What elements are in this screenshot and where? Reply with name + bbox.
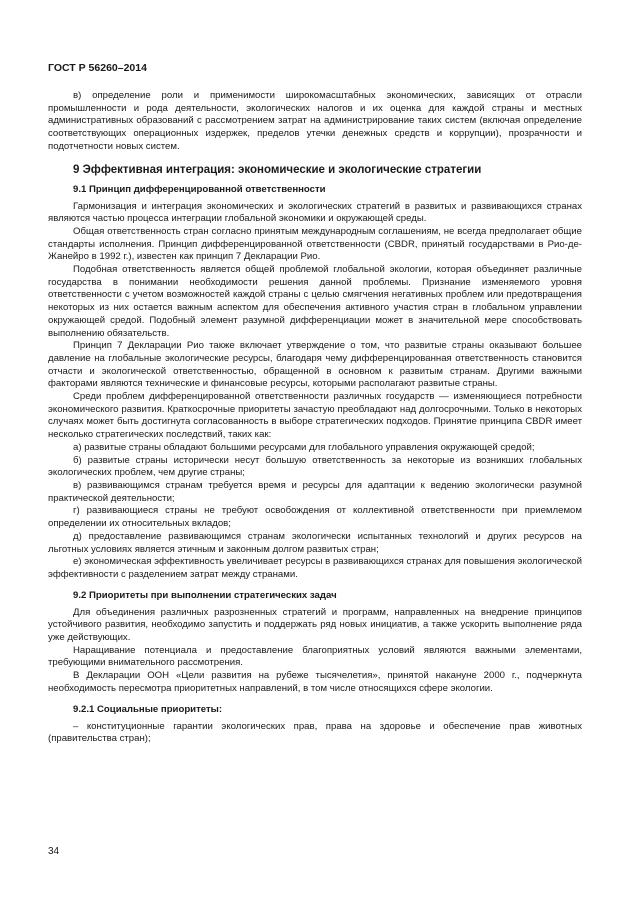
list-item: – конституционные гарантии экологических прав, права на здоровье и обеспечение прав животных (правительства стран); bbox=[48, 720, 582, 745]
page-body bbox=[48, 90, 582, 746]
section-9-title: 9 Эффективная интеграция: экономические и экологические стратегии bbox=[73, 163, 482, 176]
page-number: 34 bbox=[48, 846, 60, 857]
section-9-1-title: 9.1 Принцип дифференцированной ответственности bbox=[73, 183, 326, 195]
intro-paragraph: в) определение роли и применимости широкомасштабных экономических, зависящих от отрасли промышленности и рода деятельности, экологических налогов и их оценка для каждой страны и местных административных образований с рассмотрением затрат на администрирование таких систем (включая определение соответствующих операционных издержек, пределов утечки денежных средств и коррупции), прозрачности и подотчетности новых систем. bbox=[48, 90, 582, 152]
paragraph: Для объединения различных разрозненных стратегий и программ, направленных на внедрение принципов устойчивого развития, необходимо запустить и поддержать ряд новых инициатив, а также ускорить выполнение ряда уже действующих. bbox=[48, 606, 582, 644]
paragraph: Принцип 7 Декларации Рио также включает утверждение о том, что развитые страны оказывают большее давление на глобальные экологические ресурсы, благодаря чему дифференцированная ответственность становится отчасти и экологической ответственностью, обращенной в основном к развитым странам. Другими важными факторами являются технические и финансовые ресурсы, которыми располагают развитые страны. bbox=[48, 340, 582, 390]
paragraph: Наращивание потенциала и предоставление благоприятных условий являются важными элементами, требующими внимательного рассмотрения. bbox=[48, 644, 582, 669]
list-item: в) развивающимся странам требуется время и ресурсы для адаптации к ведению экологически разумной практической деятельности; bbox=[48, 479, 582, 504]
paragraph: В Декларации ООН «Цели развития на рубеже тысячелетия», принятой накануне 2000 г., подчеркнута необходимость пересмотра приоритетных направлений, в том числе относящихся сфере экологии. bbox=[48, 670, 582, 694]
document-header: ГОСТ Р 56260–2014 bbox=[48, 62, 147, 74]
list-item: а) развитые страны обладают большими ресурсами для глобального управления окружающей средой; bbox=[73, 441, 535, 453]
section-9-2-1-title: 9.2.1 Социальные приоритеты: bbox=[73, 703, 223, 715]
section-9-2-title: 9.2 Приоритеты при выполнении стратегических задач bbox=[73, 589, 337, 601]
list-item: е) экономическая эффективность увеличивает ресурсы в развивающихся странах для повышения экологической эффективности с разделением затрат между странами. bbox=[48, 556, 582, 580]
list-item: б) развитые страны исторически несут большую ответственность за некоторые из возникших глобальных экологических проблем, чем другие страны; bbox=[48, 454, 582, 479]
paragraph: Общая ответственность стран согласно принятым международным соглашениям, не всегда предполагает общие стандарты исполнения. Принцип дифференцированной ответственности (CBDR, принятый государствами в Рио-де-Жанейро в 1992 г.), известен как принцип 7 Декларации Рио. bbox=[48, 225, 582, 263]
paragraph: Гармонизация и интеграция экономических и экологических стратегий в развитых и развивающихся странах являются частью процесса интеграции глобальной экономики и окружающей среды. bbox=[48, 200, 582, 225]
list-item: г) развивающиеся страны не требуют освобождения от коллективной ответственности при приемлемом определении их относительных вкладов; bbox=[48, 505, 582, 530]
paragraph: Среди проблем дифференцированной ответственности различных государств — изменяющиеся потребности экономического развития. Краткосрочные приоритеты зачастую преобладают над долгосрочными. Только в некоторых случаях может быть достигнута согласованность в выборе стратегических подходов. Принятие принципа CBDR имеет несколько стратегических последствий, таких как: bbox=[48, 391, 582, 441]
paragraph: Подобная ответственность является общей проблемой глобальной экологии, которая объединяет различные государства в понимании необходимости решения данной проблемы. Признание изменяемого уровня ответственности с учетом возможностей каждой страны с целью смягчения негативных проблем или предотвращения некоторых из них остается важным аспектом для обеспечения активного участия стран в глобальном управлении окружающей средой. Подобный элемент разумной дифференциации может в значительной мере способствовать выполнению обязательств. bbox=[48, 264, 582, 339]
list-item: д) предоставление развивающимся странам экологически испытанных технологий и других ресурсов на льготных условиях является этичным и законным долгом развитых стран; bbox=[48, 530, 582, 555]
